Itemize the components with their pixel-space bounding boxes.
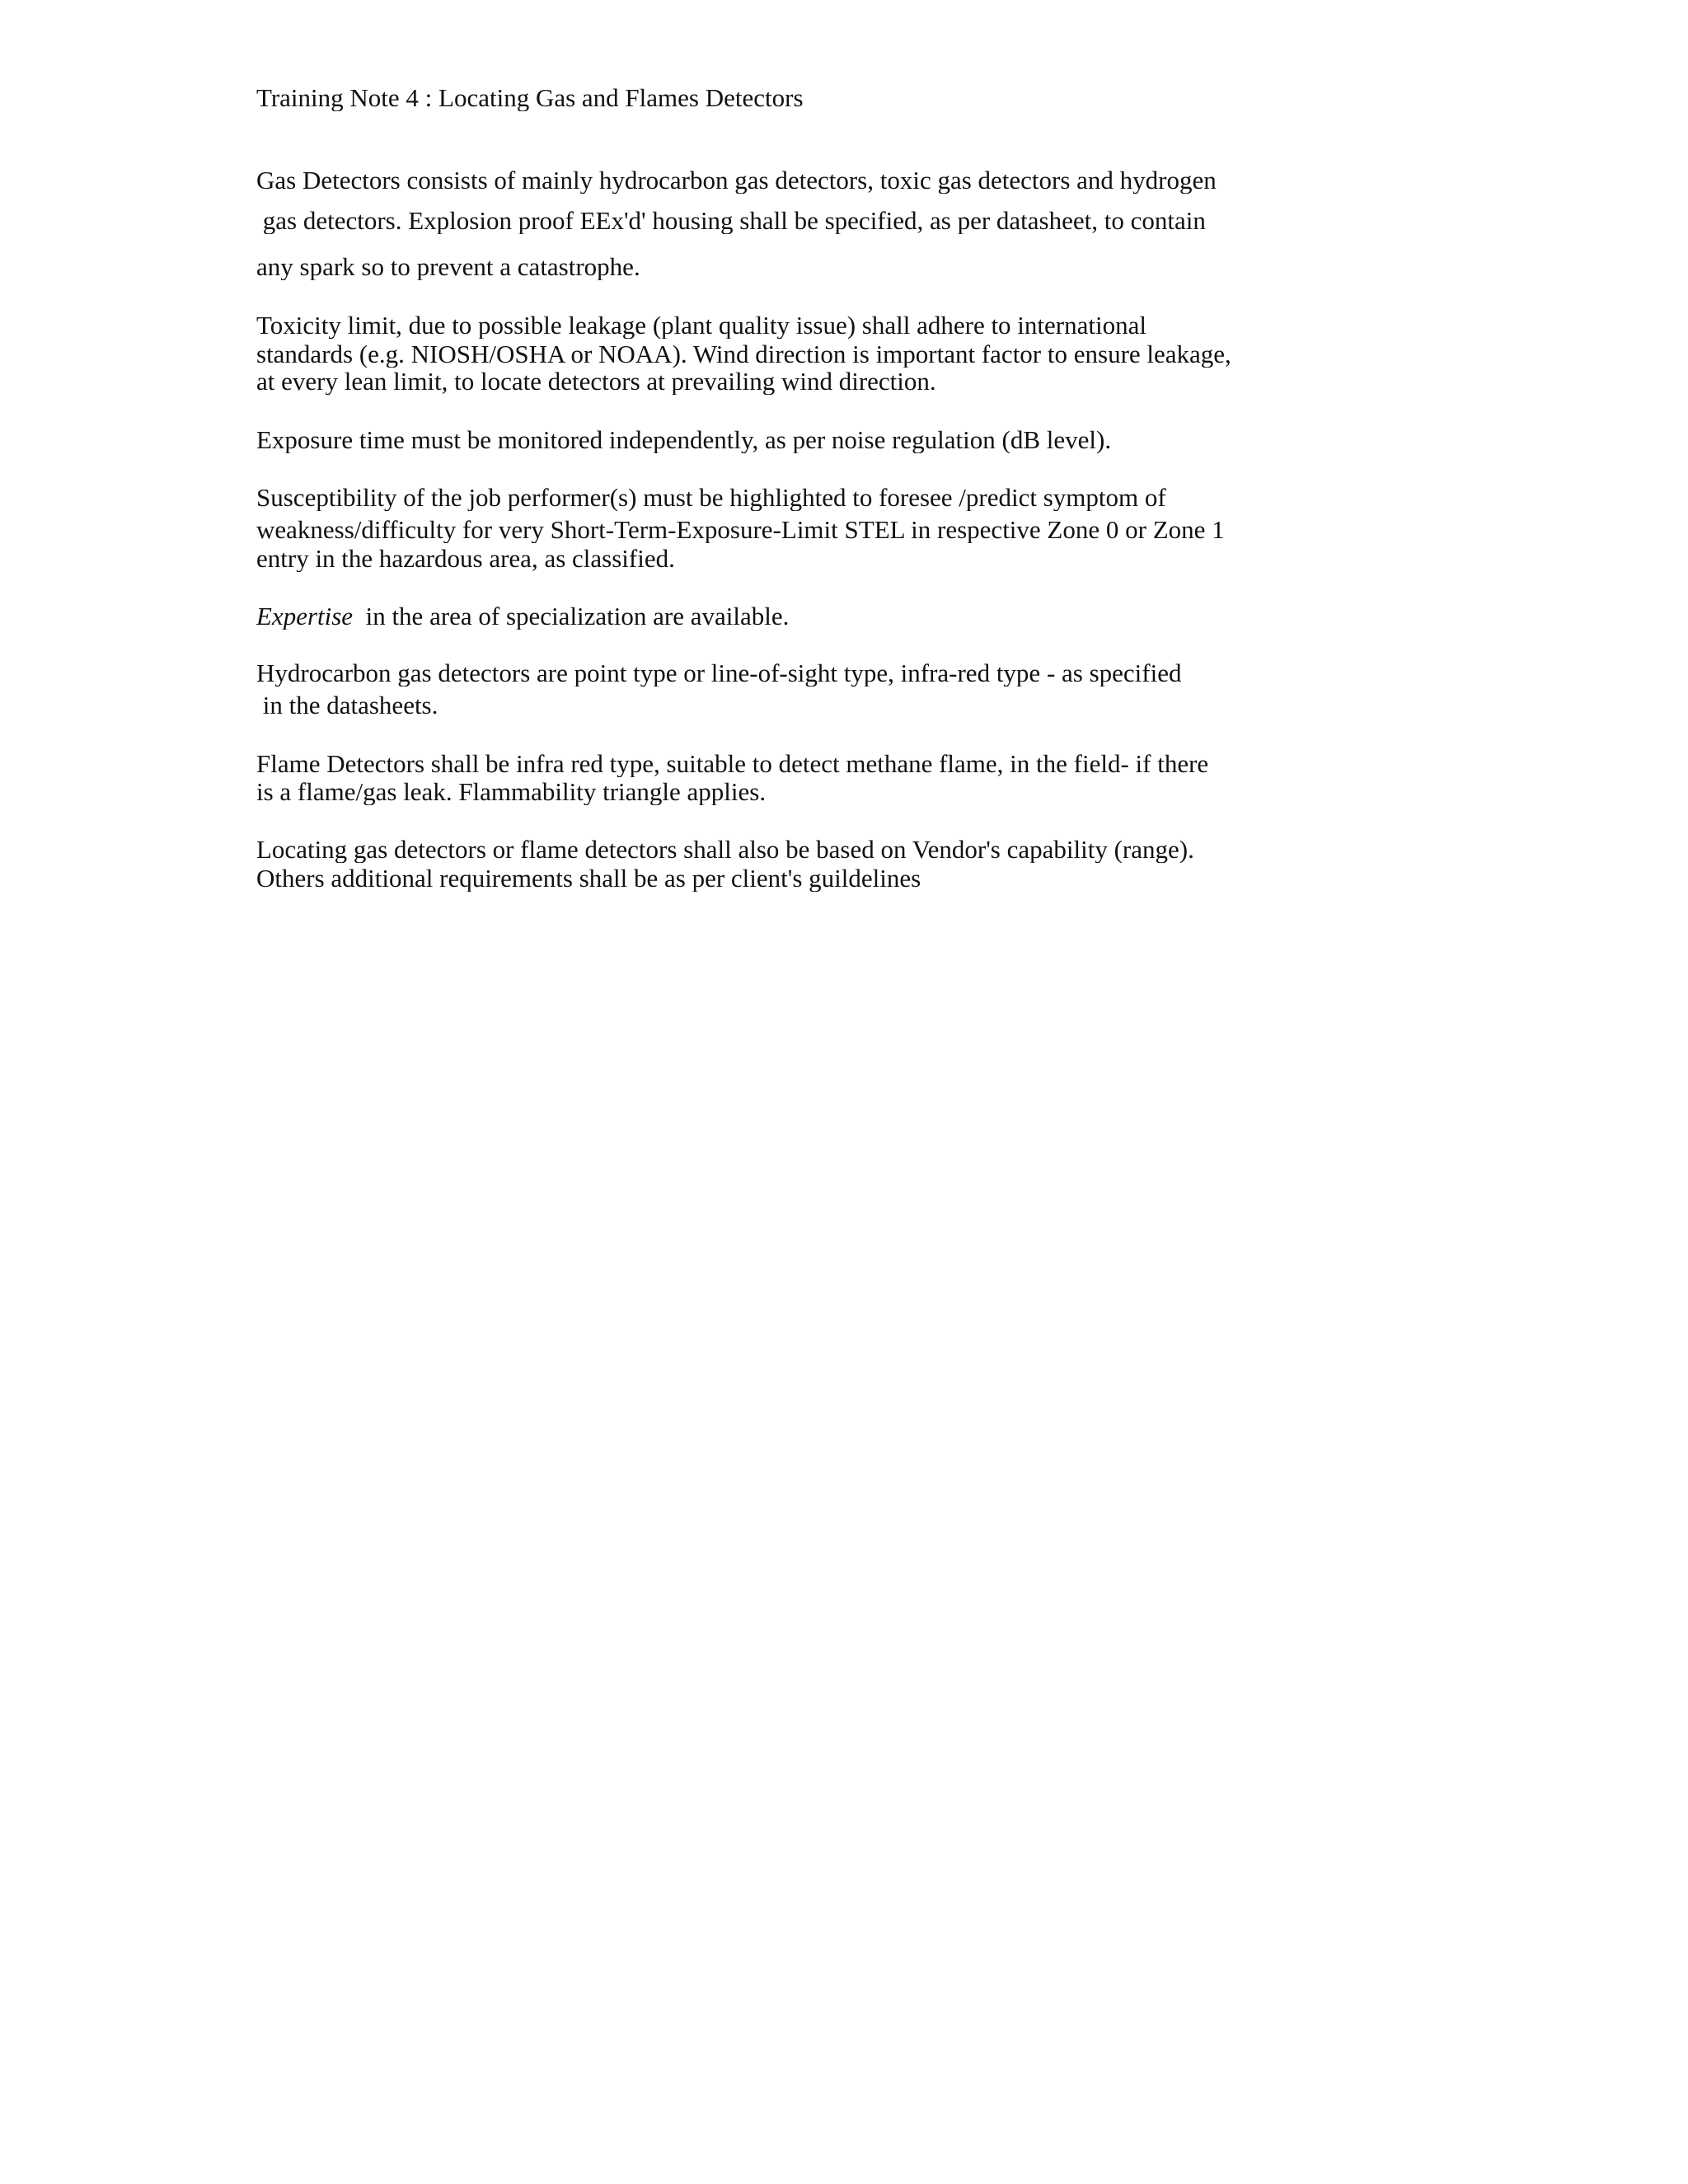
paragraph-line: Locating gas detectors or flame detectors shall also be based on Vendor's capability (range). xyxy=(256,835,1194,863)
paragraph-line: Hydrocarbon gas detectors are point type or line-of-sight type, infra-red type - as specified xyxy=(256,658,1182,687)
paragraph-line: at every lean limit, to locate detectors at prevailing wind direction. xyxy=(256,367,936,395)
paragraph-line: weakness/difficulty for very Short-Term-Exposure-Limit STEL in respective Zone 0 or Zone 1 xyxy=(256,515,1225,543)
paragraph-line: Flame Detectors shall be infra red type, suitable to detect methane flame, in the field- if there xyxy=(256,749,1209,777)
paragraph-line: gas detectors. Explosion proof EEx'd' housing shall be specified, as per datasheet, to contain xyxy=(256,206,1206,234)
paragraph-line: Gas Detectors consists of mainly hydrocarbon gas detectors, toxic gas detectors and hydrogen xyxy=(256,166,1217,194)
paragraph-line: in the datasheets. xyxy=(256,691,438,719)
paragraph-line: entry in the hazardous area, as classified. xyxy=(256,544,675,572)
paragraph-line: standards (e.g. NIOSH/OSHA or NOAA). Wind direction is important factor to ensure leakage, xyxy=(256,340,1231,368)
page-title: Training Note 4 : Locating Gas and Flames Detectors xyxy=(256,83,804,111)
italic-word: Expertise xyxy=(256,602,354,630)
paragraph-line xyxy=(256,602,789,630)
paragraph-line: Susceptibility of the job performer(s) must be highlighted to foresee /predict symptom of xyxy=(256,483,1166,511)
paragraph-line: Toxicity limit, due to possible leakage (plant quality issue) shall adhere to international xyxy=(256,311,1146,339)
paragraph-line: Exposure time must be monitored independently, as per noise regulation (dB level). xyxy=(256,425,1112,453)
paragraph-line: is a flame/gas leak. Flammability triangle applies. xyxy=(256,777,767,805)
paragraph-line: Others additional requirements shall be as per client's guildelines xyxy=(256,864,921,892)
paragraph-text: in the area of specialization are available. xyxy=(353,602,790,630)
paragraph-line: any spark so to prevent a catastrophe. xyxy=(256,252,640,280)
